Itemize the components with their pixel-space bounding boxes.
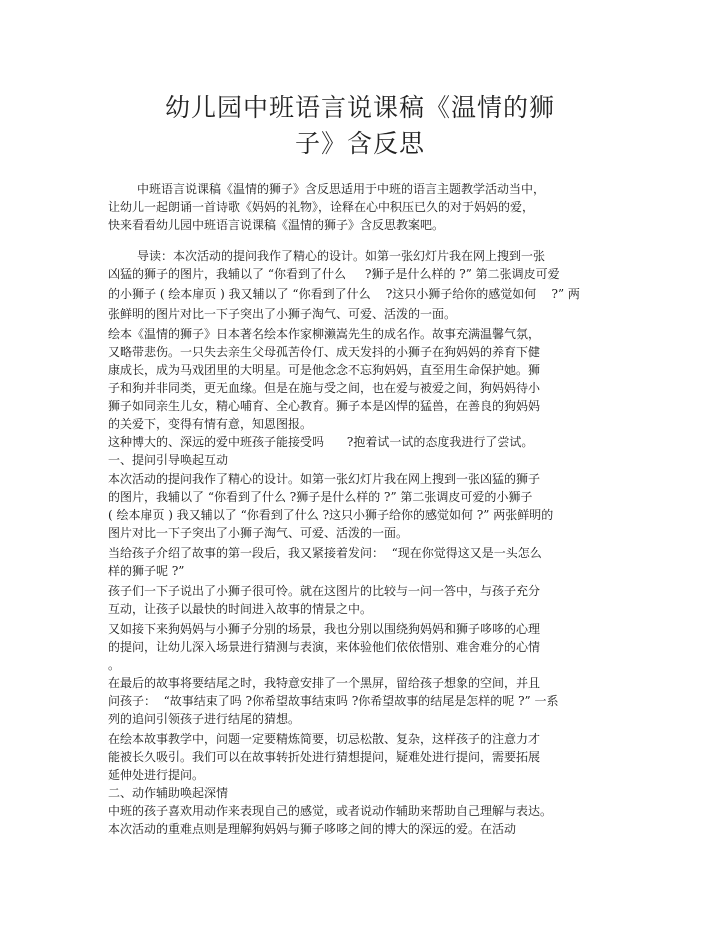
body-line: ( 绘本扉页 ) 我又辅以了 “你看到了什么 ?这只小狮子给你的感觉如何 ?” 两张鲜明的 (108, 508, 554, 522)
body-line: 互动，让孩子以最快的时间进入故事的情景之中。 (108, 602, 373, 616)
body-line: 中班的孩子喜欢用动作来表现自己的感觉，或者说动作辅助来帮助自己理解与表达。 (108, 804, 553, 818)
document-title-line-2: 子》含反思 (294, 129, 425, 158)
body-line: 康成长，成为马戏团里的大明星。可是他念念不忘狗妈妈，直至用生命保护她。狮 (108, 363, 541, 377)
body-line: 延伸处进行提问。 (108, 768, 205, 782)
body-line: 本次活动的提问我作了精心的设计。如第一张幻灯片我在网上搜到一张凶猛的狮子 (108, 472, 541, 486)
body-line: 导读：本次活动的提问我作了精心的设计。如第一张幻灯片我在网上搜到一张 (137, 249, 546, 263)
body-line: 。 (108, 658, 121, 672)
body-line: 又如接下来狗妈妈与小狮子分别的场景，我也分别以围绕狗妈妈和狮子哆哆的心理 (108, 622, 541, 636)
body-line: 的小狮子 ( 绘本扉页 ) 我又辅以了 “你看到了什么 ?这只小狮子给你的感觉如何 ?” 两 (108, 287, 580, 301)
body-line: 问孩子： “故事结束了吗 ?你希望故事结束吗 ?你希望故事的结尾是怎样的呢 ?” 一系 (108, 694, 559, 708)
body-line: 图片对比一下子突出了小狮子淘气、可爱、活泼的一面。 (108, 526, 409, 540)
body-line: 的提问，让幼儿深入场景进行猜测与表演，来体验他们依依惜别、难舍难分的心情 (108, 640, 541, 654)
body-line: 这种博大的、深远的爱中班孩子能接受吗 ?抱着试一试的态度我进行了尝试。 (108, 435, 534, 449)
body-line: 当给孩子介绍了故事的第一段后，我又紧接着发问： “现在你觉得这又是一头怎么 (108, 546, 542, 560)
body-line: 在最后的故事将要结尾之时，我特意安排了一个黑屏，留给孩子想象的空间，并且 (108, 676, 541, 690)
body-line: 样的狮子呢 ?” (108, 564, 185, 578)
intro-line-2: 让幼儿一起朗诵一首诗歌《妈妈的礼物》，诠释在心中积压已久的对于妈妈的爱， (108, 200, 535, 214)
intro-line-3: 快来看看幼儿园中班语言说课稿《温情的狮子》含反思教案吧。 (108, 218, 445, 232)
section-heading-1: 一、提问引导唤起互动 (108, 453, 229, 467)
body-line: 能被长久吸引。我们可以在故事转折处进行猜想提问，疑难处进行提问，需要拓展 (108, 750, 541, 764)
body-line: 张鲜明的图片对比一下子突出了小狮子淘气、可爱、活泼的一面。 (108, 307, 457, 321)
body-line: 在绘本故事教学中，问题一定要精炼简要，切忌松散、复杂，这样孩子的注意力才 (108, 732, 541, 746)
body-line: 子和狗并非同类，更无血缘。但是在施与受之间，也在爱与被爱之间，狗妈妈待小 (108, 381, 541, 395)
body-line: 列的追问引领孩子进行结尾的猜想。 (108, 712, 301, 726)
body-line: 凶猛的狮子的图片，我辅以了 “你看到了什么 ?狮子是什么样的 ?” 第二张调皮可爱 (108, 267, 560, 281)
body-line: 的图片，我辅以了 “你看到了什么 ?狮子是什么样的 ?” 第二张调皮可爱的小狮子 (108, 490, 533, 504)
section-heading-2: 二、动作辅助唤起深情 (108, 786, 229, 800)
intro-line-1: 中班语言说课稿《温情的狮子》含反思适用于中班的语言主题教学活动当中， (137, 182, 546, 196)
body-line: 的关爱下，变得有情有意，知恩图报。 (108, 417, 313, 431)
body-line: 孩子们一下子说出了小狮子很可怜。就在这图片的比较与一问一答中，与孩子充分 (108, 584, 541, 598)
document-title-line-1: 幼儿园中班语言说课稿《温情的狮 (164, 93, 555, 122)
body-line: 又略带悲伤。一只失去亲生父母孤苦伶仃、成天发抖的小狮子在狗妈妈的养育下健 (108, 345, 541, 359)
body-line: 绘本《温情的狮子》日本著名绘本作家柳濑嵩先生的成名作。故事充满温馨气氛， (108, 327, 541, 341)
body-line: 狮子如同亲生儿女，精心哺育、全心教育。狮子本是凶悍的猛兽，在善良的狗妈妈 (108, 399, 541, 413)
body-line: 本次活动的重难点则是理解狗妈妈与狮子哆哆之间的博大的深远的爱。在活动 (108, 822, 517, 836)
